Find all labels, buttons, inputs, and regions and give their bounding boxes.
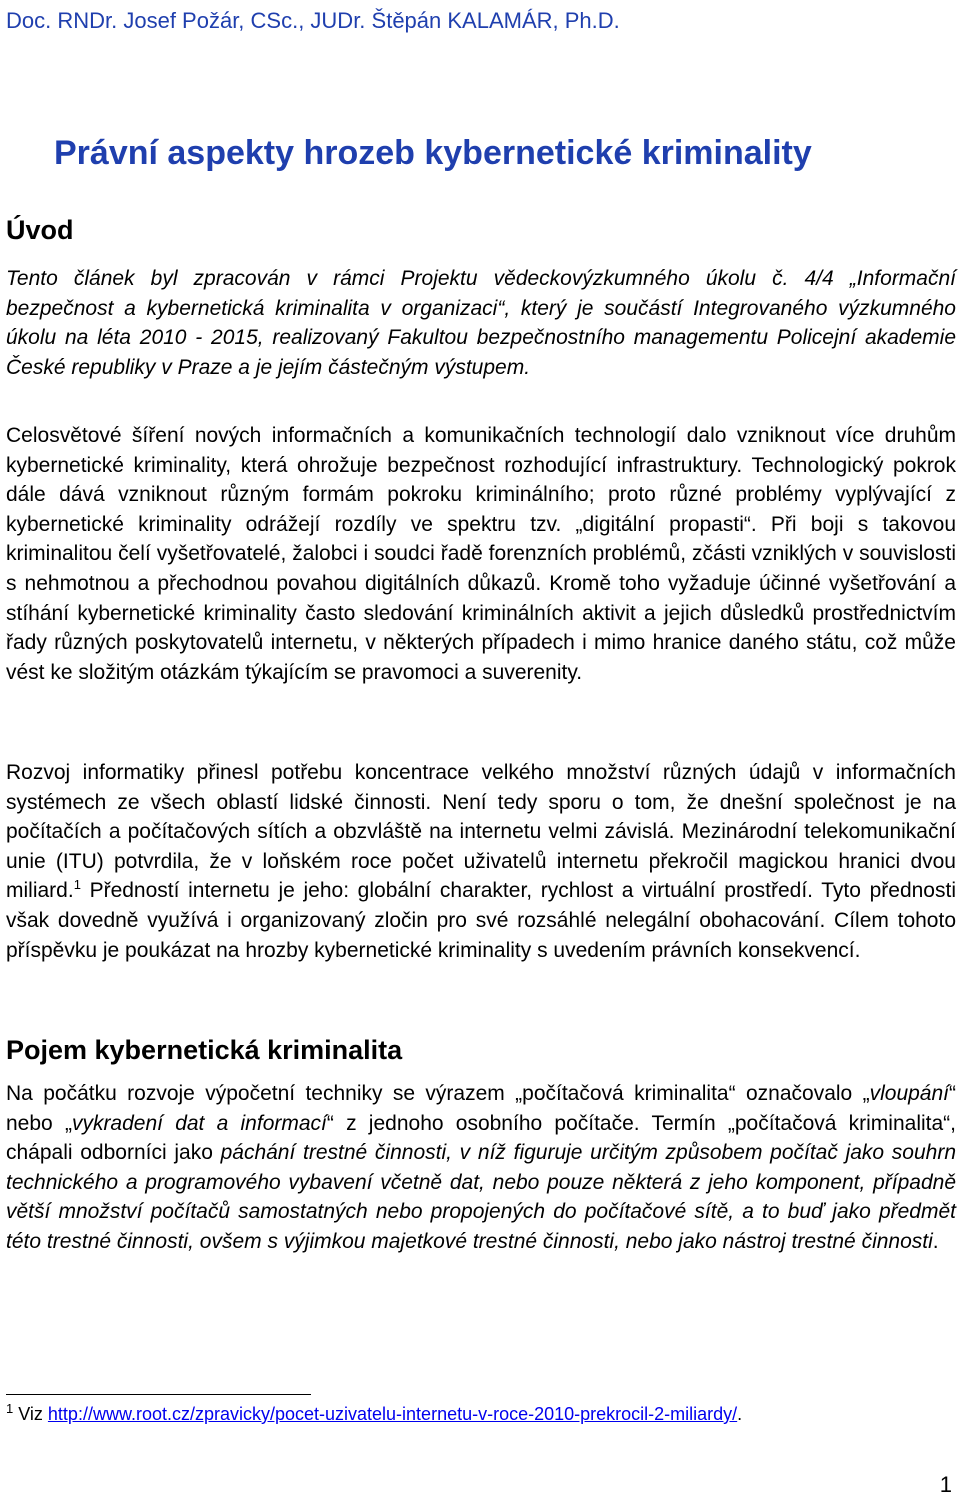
document-title: Právní aspekty hrozeb kybernetické kriminality	[54, 134, 812, 172]
paragraph-informatics	[6, 758, 956, 965]
definition-text-2: “ nebo „	[6, 1082, 956, 1135]
paragraph-informatics-continuation: Předností internetu je jeho: globální charakter, rychlost a virtuální prostředí. Tyto přednosti však dovedně využívá i organizovaný zločin pro své rozsáhlé nelegální obohacování. Cílem tohoto příspěvku je poukázat na hrozby kybernetické kriminality s uvedením právních konsekvencí.	[6, 879, 956, 962]
footnote-separator	[6, 1394, 311, 1395]
page-number: 1	[939, 1472, 952, 1497]
definition-emphasis-1: vloupání	[869, 1082, 949, 1105]
footnote	[6, 1401, 743, 1425]
paragraph-informatics-text: Rozvoj informatiky přinesl potřebu koncentrace velkého množství různých údajů v informačních systémech ze všech oblastí lidské činnosti. Není tedy sporu o tom, že dnešní společnost je na počítačích a počítačových sítích a obzvláště na internetu velmi závislá. Mezinárodní telekomunikační unie (ITU) potvrdila, že v loňském roce počet uživatelů internetu překročil magickou hranici dvou miliard.	[6, 761, 956, 903]
footnote-prefix: Viz	[13, 1404, 48, 1424]
footnote-link[interactable]: http://www.root.cz/zpravicky/pocet-uzivatelu-internetu-v-roce-2010-prekrocil-2-miliardy/	[47, 1404, 738, 1424]
paragraph-intro: Tento článek byl zpracován v rámci Projektu vědeckovýzkumného úkolu č. 4/4 „Informační bezpečnost a kybernetická kriminalita v organizaci“, který je součástí Integrovaného výzkumného úkolu na léta 2010 - 2015, realizovaný Fakultou bezpečnostního managementu Policejní akademie České republiky v Praze a je jejím částečným výstupem.	[6, 267, 956, 379]
paragraph-definition	[6, 1079, 956, 1257]
definition-text-1: Na počátku rozvoje výpočetní techniky se výrazem „počítačová kriminalita“ označovalo „	[6, 1082, 870, 1105]
definition-emphasis-3: páchání trestné činnosti, v níž figuruje určitým způsobem počítač jako souhrn technického a programového vybavení včetně dat, nebo pouze některá z jeho komponent, případně větší množství počítačů samostatných nebo propojených do počítačové sítě, a to buď jako předmět této trestné činnosti, ovšem s výjimkou majetkové trestné činnosti, nebo jako nástroj trestné činnosti	[6, 1141, 957, 1253]
definition-text-3: “ z jednoho osobního počítače. Termín „počítačová kriminalita“, chápali odborníci jako	[6, 1111, 956, 1165]
paragraph-cybercrime-spread: Celosvětové šíření nových informačních a komunikačních technologií dalo vzniknout více druhům kybernetické kriminality, která ohrožuje bezpečnost rozhodující infrastruktury. Technologický pokrok dále dává vzniknout různým formám pokroku kriminálního; proto různé problémy vyplývající z kybernetické kriminality odrážejí rozdíly ve spektru tzv. „digitální propasti“. Při boji s takovou kriminalitou čelí vyšetřovatelé, žalobci i soudci řadě forenzních problémů, zčásti vzniklých v souvislosti s nehmotnou a přechodnou povahou digitálních důkazů. Kromě toho vyžaduje účinné vyšetřování a stíhání kybernetické kriminality často sledování kriminálních aktivit a jejich důsledků prostřednictvím řady různých poskytovatelů internetu, v některých případech i mimo hranice daného státu, což může vést ke složitým otázkám týkajícím se pravomoci a suverenity.	[6, 424, 956, 684]
footnote-suffix: .	[737, 1404, 743, 1424]
definition-emphasis-2: vykradení dat a informací	[71, 1111, 327, 1135]
authors-header: Doc. RNDr. Josef Požár, CSc., JUDr. Štěpán KALAMÁR, Ph.D.	[6, 8, 620, 33]
section-heading-pojem: Pojem kybernetická kriminalita	[6, 1035, 403, 1065]
footnote-number: 1	[6, 1401, 14, 1416]
definition-text-4: .	[932, 1229, 939, 1253]
section-heading-uvod: Úvod	[6, 215, 74, 245]
footnote-reference[interactable]: 1	[73, 877, 81, 893]
